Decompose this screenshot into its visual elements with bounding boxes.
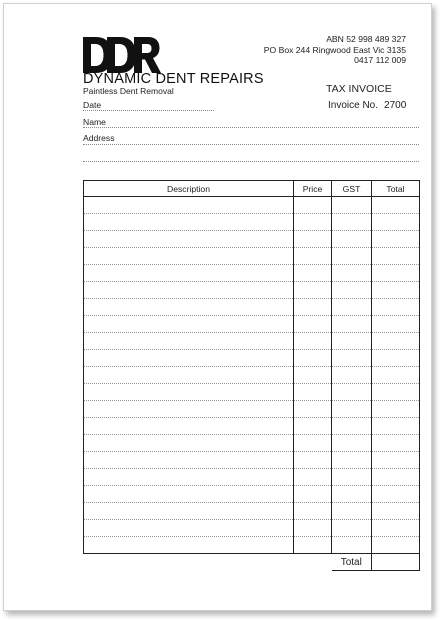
total-cell[interactable] [372,316,420,333]
gst-cell[interactable] [332,418,372,435]
table-row [84,503,420,520]
price-cell[interactable] [294,197,332,214]
description-cell[interactable] [84,299,294,316]
price-cell[interactable] [294,248,332,265]
total-cell[interactable] [372,435,420,452]
description-cell[interactable] [84,469,294,486]
table-row [84,265,420,282]
ddr-logo [83,37,161,73]
total-row [84,554,420,571]
contact-block [264,34,406,66]
description-cell[interactable] [84,367,294,384]
gst-cell[interactable] [332,197,372,214]
total-cell[interactable] [372,367,420,384]
line-items-body [84,197,420,554]
price-cell[interactable] [294,299,332,316]
table-row [84,333,420,350]
price-cell[interactable] [294,503,332,520]
description-cell[interactable] [84,503,294,520]
date-field[interactable] [83,110,214,111]
table-row [84,520,420,537]
description-cell[interactable] [84,316,294,333]
description-cell[interactable] [84,197,294,214]
price-cell[interactable] [294,469,332,486]
gst-cell[interactable] [332,486,372,503]
date-label: Date [83,100,102,110]
table-row [84,469,420,486]
description-cell[interactable] [84,520,294,537]
address-field-line-2[interactable] [83,161,419,162]
price-cell[interactable] [294,401,332,418]
price-cell[interactable] [294,282,332,299]
line-items-table [83,180,420,571]
description-cell[interactable] [84,537,294,554]
price-header: Price [294,181,332,197]
total-cell[interactable] [372,418,420,435]
price-cell[interactable] [294,231,332,248]
abn-text: ABN 52 998 489 327 [326,34,406,44]
price-cell[interactable] [294,452,332,469]
table-row [84,214,420,231]
table-row [84,350,420,367]
gst-cell[interactable] [332,333,372,350]
price-cell[interactable] [294,316,332,333]
company-tagline: Paintless Dent Removal [83,86,174,96]
gst-cell[interactable] [332,520,372,537]
price-cell[interactable] [294,435,332,452]
description-cell[interactable] [84,350,294,367]
price-cell[interactable] [294,333,332,350]
gst-cell[interactable] [332,401,372,418]
description-cell[interactable] [84,248,294,265]
gst-cell[interactable] [332,248,372,265]
price-cell[interactable] [294,418,332,435]
gst-cell[interactable] [332,265,372,282]
gst-cell[interactable] [332,537,372,554]
table-row [84,486,420,503]
total-cell[interactable] [372,486,420,503]
total-cell[interactable] [372,401,420,418]
company-name: DYNAMIC DENT REPAIRS [83,71,264,87]
total-cell[interactable] [372,520,420,537]
gst-cell[interactable] [332,503,372,520]
table-row [84,282,420,299]
invoice-number-block [328,100,406,111]
total-cell[interactable] [372,350,420,367]
total-cell[interactable] [372,197,420,214]
grand-total-label: Total [332,554,372,571]
invoice-number: 2700 [384,100,407,111]
invoice-number-label: Invoice No. [328,100,379,111]
gst-cell[interactable] [332,384,372,401]
gst-cell[interactable] [332,214,372,231]
description-cell[interactable] [84,231,294,248]
table-header-row [84,181,420,197]
total-cell[interactable] [372,469,420,486]
total-cell[interactable] [372,214,420,231]
description-cell[interactable] [84,435,294,452]
gst-cell[interactable] [332,350,372,367]
total-cell[interactable] [372,537,420,554]
gst-header: GST [332,181,372,197]
gst-cell[interactable] [332,316,372,333]
table-row [84,452,420,469]
phone-number: 0417 112 009 [354,55,406,65]
table-row [84,384,420,401]
description-header: Description [84,181,294,197]
table-row [84,401,420,418]
gst-cell[interactable] [332,299,372,316]
total-cell[interactable] [372,299,420,316]
description-cell[interactable] [84,401,294,418]
total-cell[interactable] [372,333,420,350]
price-cell[interactable] [294,350,332,367]
invoice-sheet [3,3,432,611]
description-cell[interactable] [84,418,294,435]
gst-cell[interactable] [332,367,372,384]
price-cell[interactable] [294,367,332,384]
description-cell[interactable] [84,384,294,401]
gst-cell[interactable] [332,282,372,299]
gst-cell[interactable] [332,469,372,486]
price-cell[interactable] [294,384,332,401]
table-row [84,537,420,554]
price-cell[interactable] [294,486,332,503]
table-row [84,316,420,333]
name-label: Name [83,117,106,127]
gst-cell[interactable] [332,452,372,469]
gst-cell[interactable] [332,231,372,248]
address-label: Address [83,133,115,143]
total-cell[interactable] [372,282,420,299]
description-cell[interactable] [84,282,294,299]
total-cell[interactable] [372,265,420,282]
total-cell[interactable] [372,452,420,469]
table-row [84,248,420,265]
gst-cell[interactable] [332,435,372,452]
table-row [84,231,420,248]
price-cell[interactable] [294,537,332,554]
address-field-line-1[interactable] [83,144,419,145]
table-row [84,418,420,435]
total-cell[interactable] [372,384,420,401]
description-cell[interactable] [84,265,294,282]
postal-address: PO Box 244 Ringwood East Vic 3135 [263,44,406,55]
total-cell[interactable] [372,503,420,520]
grand-total-cell[interactable] [372,554,420,571]
table-row [84,367,420,384]
table-row [84,197,420,214]
total-cell[interactable] [372,248,420,265]
document-title: TAX INVOICE [326,83,392,95]
name-field[interactable] [83,127,419,128]
description-cell[interactable] [84,486,294,503]
description-cell[interactable] [84,452,294,469]
description-cell[interactable] [84,333,294,350]
total-header: Total [372,181,420,197]
description-cell[interactable] [84,214,294,231]
table-row [84,435,420,452]
price-cell[interactable] [294,520,332,537]
price-cell[interactable] [294,265,332,282]
price-cell[interactable] [294,214,332,231]
total-cell[interactable] [372,231,420,248]
total-row-spacer [84,554,332,571]
table-row [84,299,420,316]
